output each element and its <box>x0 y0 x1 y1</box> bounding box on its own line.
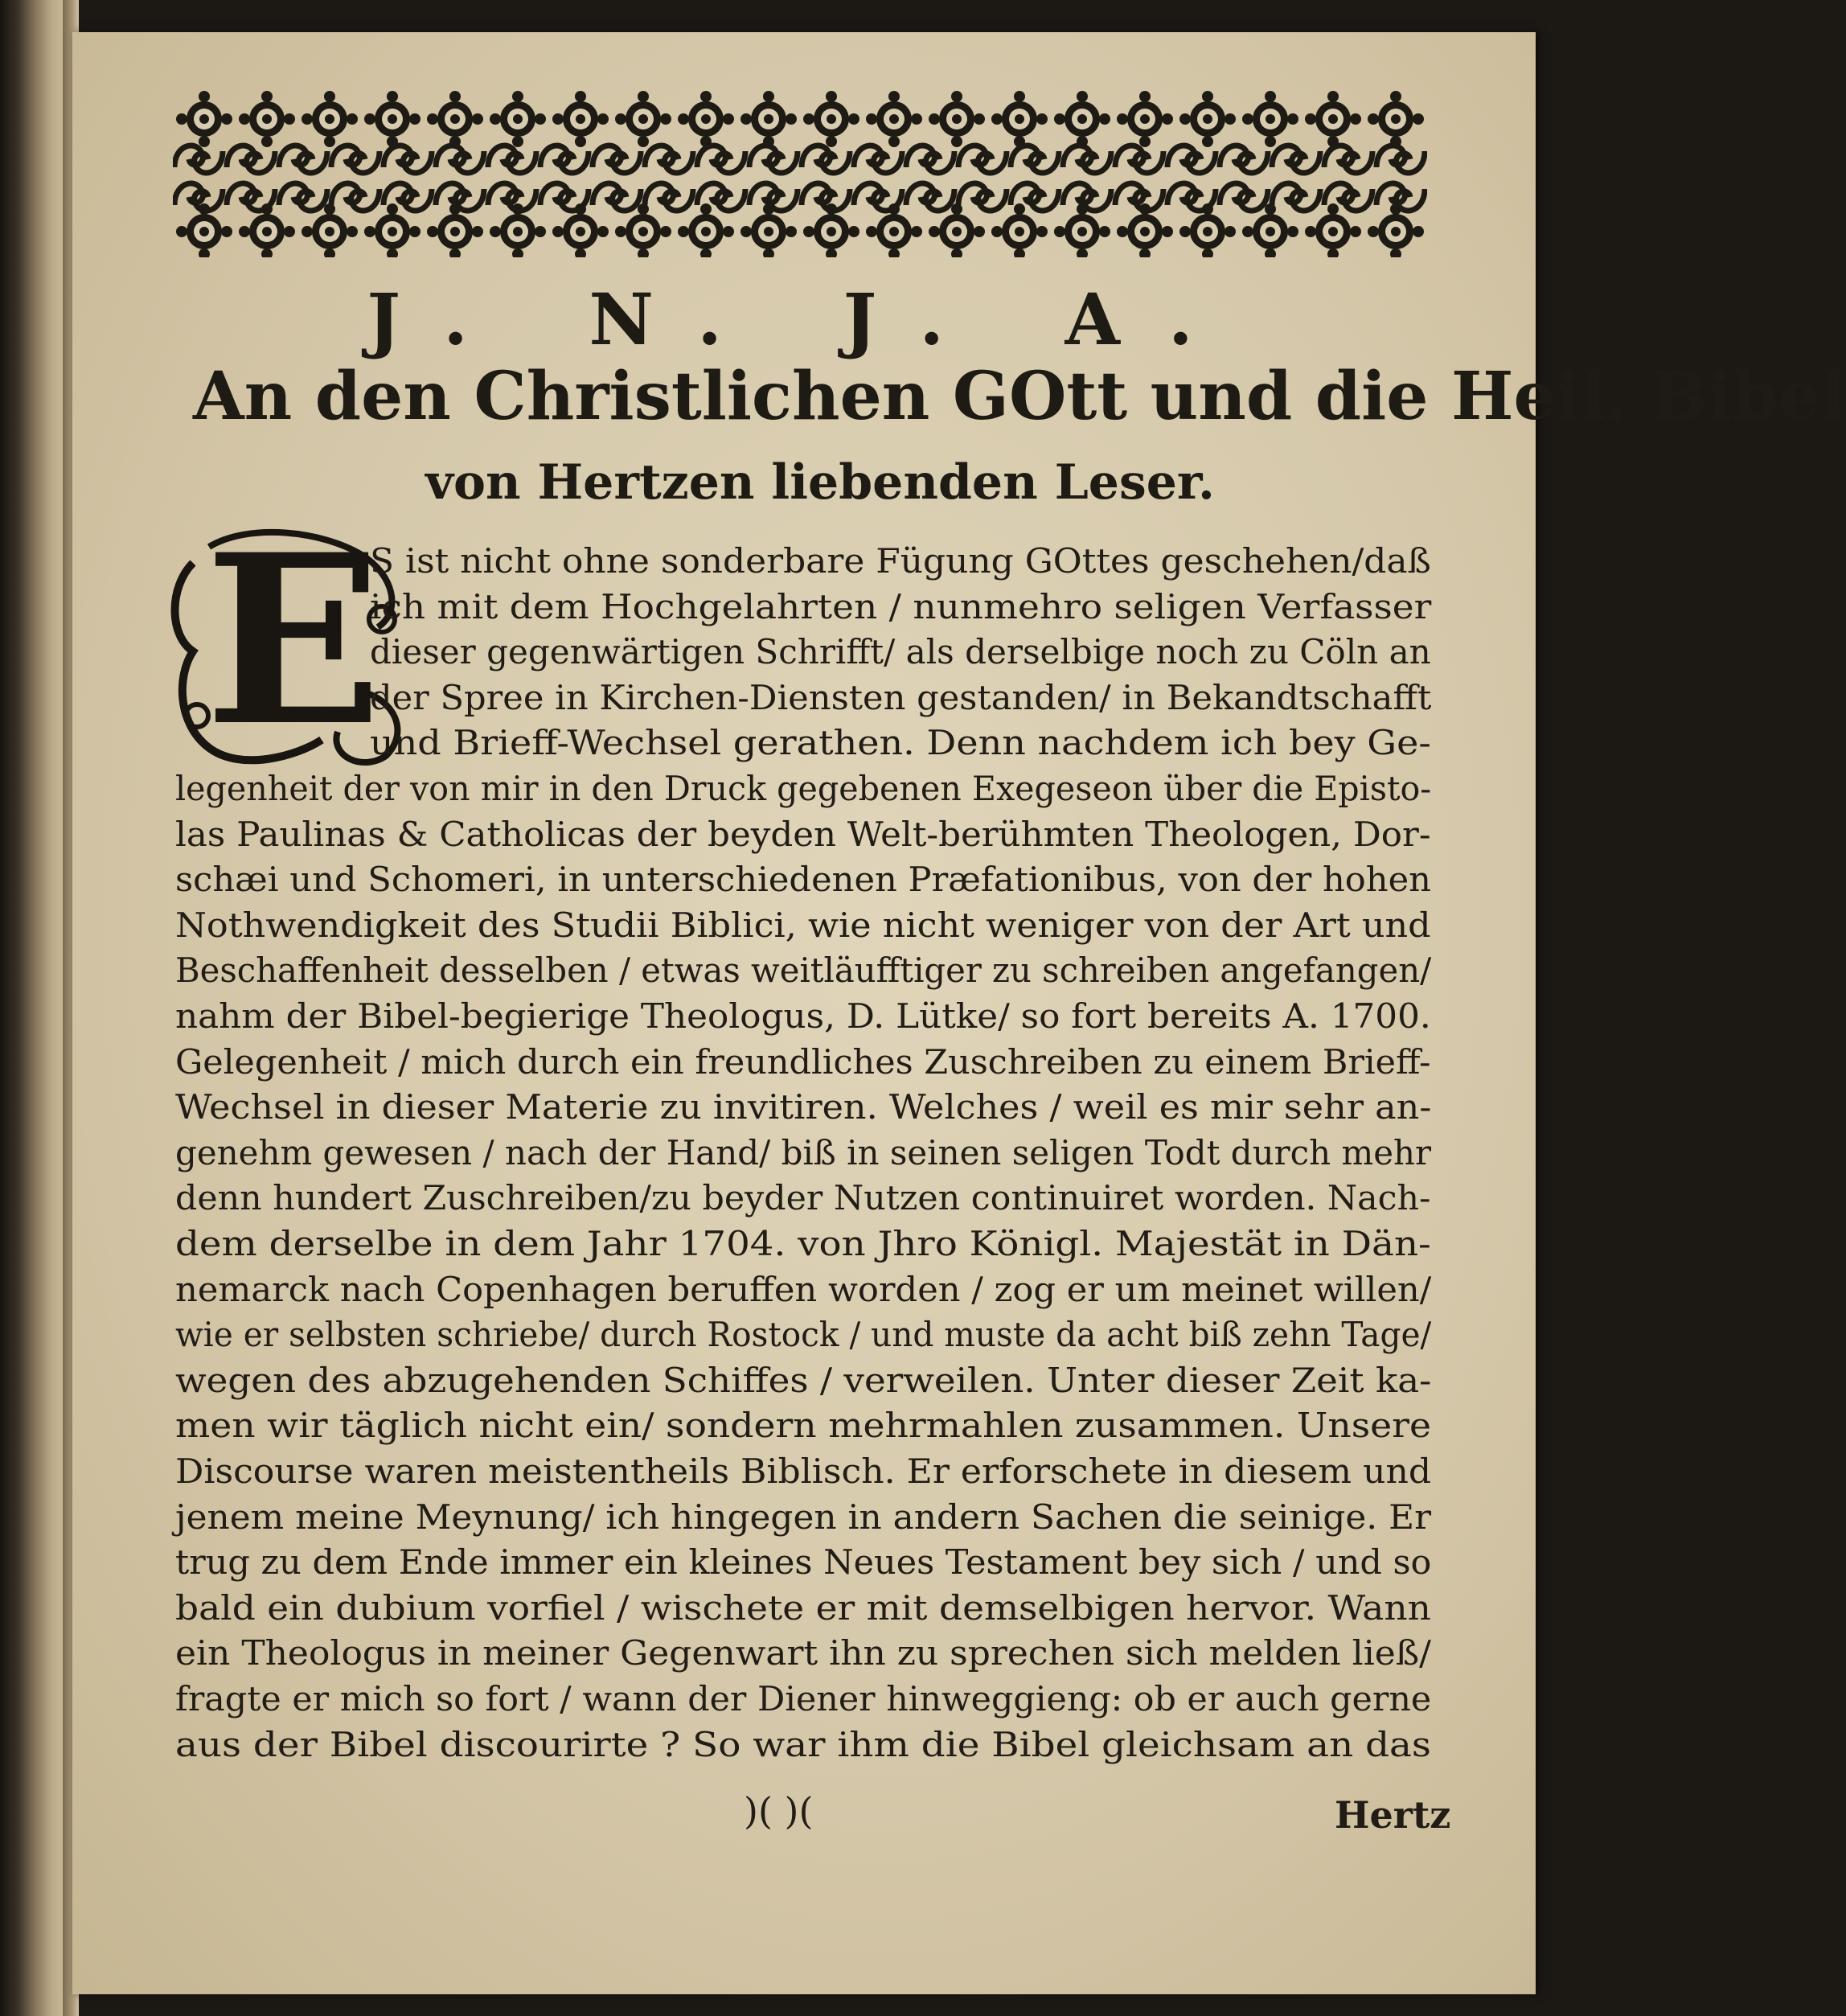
signature-mark: )( )( <box>744 1789 814 1833</box>
body-line: Discourse waren meistentheils Biblisch. Er erforschete in diesem und <box>175 1451 1432 1491</box>
body-line: jenem meine Meynung/ ich hingegen in andern Sachen die seinige. Er <box>175 1497 1432 1537</box>
body-line: bald ein dubium vorfiel / wischete er mit demselbigen hervor. Wann <box>175 1587 1431 1628</box>
body-line: Wechsel in dieser Materie zu invitiren. Welches / weil es mir sehr an- <box>175 1087 1432 1127</box>
body-line: Gelegenheit / mich durch ein freundliches Zuschreiben zu einem Brieff- <box>175 1041 1431 1082</box>
body-line: nemarck nach Copenhagen beruffen worden / zog er um meinet willen/ <box>175 1269 1432 1309</box>
body-line: dieser gegenwärtigen Schrifft/ als derselbige noch zu Cöln an <box>370 632 1431 672</box>
body-line: S ist nicht ohne sonderbare Fügung GOttes geschehen/daß <box>370 541 1431 581</box>
drop-cap-letter: E <box>204 504 383 778</box>
book-page <box>72 32 1846 1994</box>
body-line: legenheit der von mir in den Druck gegebenen Exegeseon über die Episto- <box>175 769 1432 808</box>
body-line: wie er selbsten schriebe/ durch Rostock / und muste da acht biß zehn Tage/ <box>175 1315 1432 1355</box>
catchword: Hertz <box>1335 1793 1451 1837</box>
body-line: Nothwendigkeit des Studii Biblici, wie nicht weniger von der Art und <box>175 905 1431 945</box>
body-line: Beschaffenheit desselben / etwas weitläufftiger zu schreiben angefangen/ <box>175 951 1432 991</box>
body-line: ein Theologus in meiner Gegenwart ihn zu sprechen sich melden ließ/ <box>175 1633 1431 1673</box>
body-line: fragte er mich so fort / wann der Diener hinweggieng: ob er auch gerne <box>175 1679 1432 1718</box>
body-line: aus der Bibel discourirte ? So war ihm die Bibel gleichsam an das <box>175 1724 1431 1764</box>
body-line: ich mit dem Hochgelahrten / nunmehro seligen Verfasser <box>370 586 1432 626</box>
body-line: genehm gewesen / nach der Hand/ biß in seinen seligen Todt durch mehr <box>175 1132 1432 1172</box>
body-line: nahm der Bibel-begierige Theologus, D. Lütke/ so fort bereits A. 1700. <box>175 996 1431 1036</box>
body-line: der Spree in Kirchen-Diensten gestanden/ in Bekandtschafft <box>370 677 1432 717</box>
page-subtitle: von Hertzen liebenden Leser. <box>425 454 1215 511</box>
body-line: wegen des abzugehenden Schiffes / verweilen. Unter dieser Zeit ka- <box>175 1360 1432 1400</box>
body-line: trug zu dem Ende immer ein kleines Neues Testament bey sich / und so <box>175 1542 1432 1583</box>
body-line: men wir täglich nicht ein/ sondern mehrmahlen zusammen. Unsere <box>175 1406 1431 1446</box>
page-title: An den Christlichen GOtt und die Heil. Bibel <box>193 358 1846 435</box>
ornamental-headpiece <box>173 88 1427 257</box>
facing-page-edge <box>0 0 64 2016</box>
body-line: schæi und Schomeri, in unterschiedenen Præfationibus, von der hohen <box>175 860 1432 900</box>
body-line: dem derselbe in dem Jahr 1704. von Jhro Königl. Majestät in Dän- <box>175 1224 1431 1263</box>
body-line: las Paulinas & Catholicas der beyden Welt-berühmten Theologen, Dor- <box>175 814 1431 854</box>
body-line: denn hundert Zuschreiben/zu beyder Nutzen continuiret worden. Nach- <box>175 1178 1431 1218</box>
body-line: und Brieff-Wechsel gerathen. Denn nachdem ich bey Ge- <box>370 723 1431 763</box>
heading-jnja: J. N. J. A. <box>367 277 1241 361</box>
